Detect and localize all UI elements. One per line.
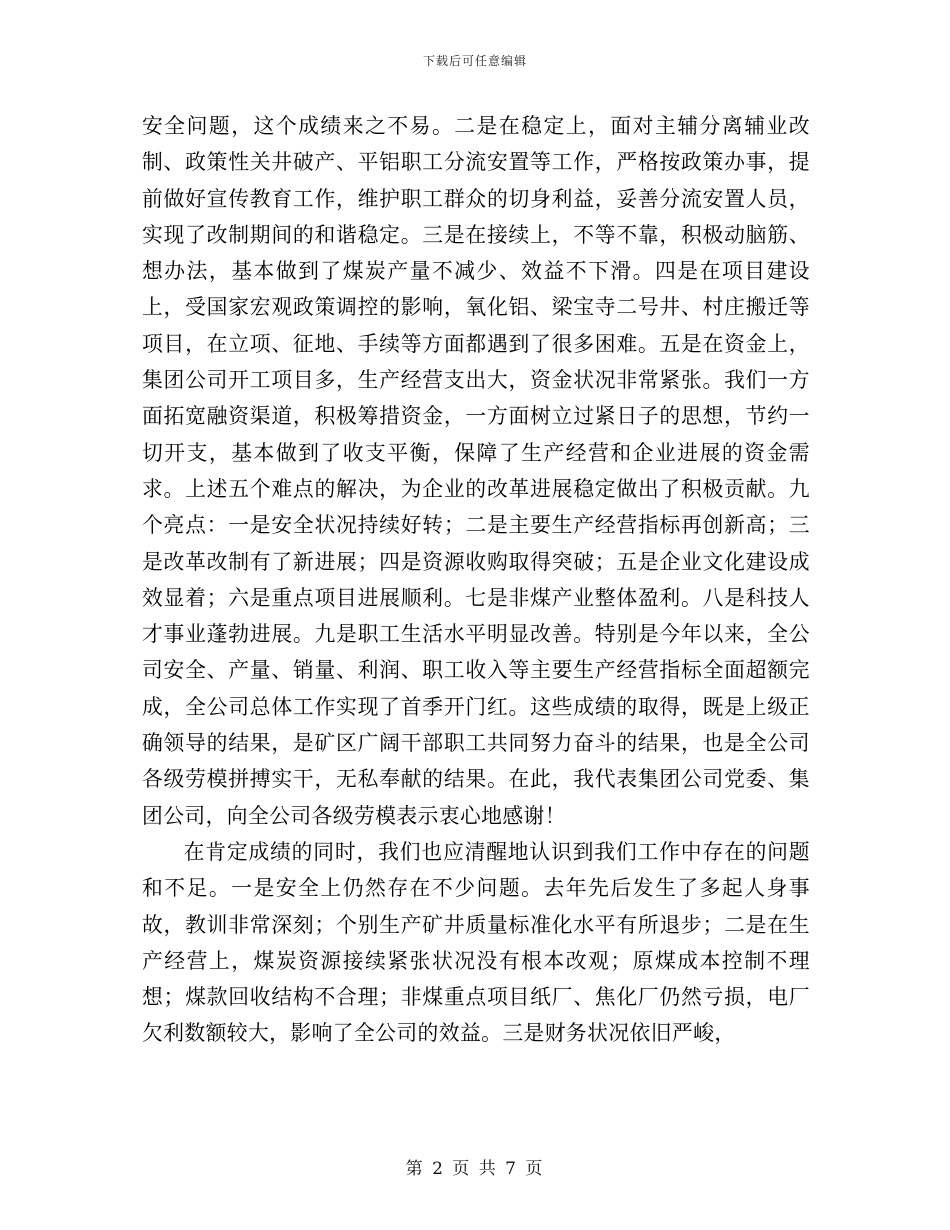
page-header-note: 下载后可任意编辑	[422, 54, 527, 68]
paragraph-2: 在肯定成绩的同时，我们也应清醒地认识到我们工作中存在的问题和不足。一是安全上仍然存在不少问题。去年先后发生了多起人身事故，教训非常深刻；个别生产矿井质量标准化水平有所退步；二是在生产经营上，煤炭资源接续紧张状况没有根本改观；原煤成本控制不理想；煤款回收结构不合理；非煤重点项目纸厂、焦化厂仍然亏损，电厂欠利数额较大，影响了全公司的效益。三是财务状况依旧严峻，	[142, 839, 810, 1046]
paragraph-1: 安全问题，这个成绩来之不易。二是在稳定上，面对主辅分离辅业改制、政策性关井破产、平铝职工分流安置等工作，严格按政策办事，提前做好宣传教育工作，维护职工群众的切身利益，妥善分流安置人员，实现了改制期间的和谐稳定。三是在接续上，不等不靠，积极动脑筋、想办法，基本做到了煤炭产量不减少、效益不下滑。四是在项目建设上，受国家宏观政策调控的影响，氧化铝、梁宝寺二号井、村庄搬迁等项目，在立项、征地、手续等方面都遇到了很多困难。五是在资金上，集团公司开工项目多，生产经营支出大，资金状况非常紧张。我们一方面拓宽融资渠道，积极筹措资金，一方面树立过紧日子的思想，节约一切开支，基本做到了收支平衡，保障了生产经营和企业进展的资金需求。上述五个难点的解决，为企业的改革进展稳定做出了积极贡献。九个亮点：一是安全状况持续好转；二是主要生产经营指标再创新高；三是改革改制有了新进展；四是资源收购取得突破；五是企业文化建设成效显着；六是重点项目进展顺利。七是非煤产业整体盈利。八是科技人才事业蓬勃进展。九是职工生活水平明显改善。特别是今年以来，全公司安全、产量、销量、利润、职工收入等主要生产经营指标全面超额完成，全公司总体工作实现了首季开门红。这些成绩的取得，既是上级正确领导的结果，是矿区广阔干部职工共同努力奋斗的结果，也是全公司各级劳模拼搏实干，无私奉献的结果。在此，我代表集团公司党委、集团公司，向全公司各级劳模表示衷心地感谢！	[142, 114, 810, 828]
page-number: 第 2 页 共 7 页	[405, 1159, 545, 1179]
document-body	[142, 108, 810, 1052]
